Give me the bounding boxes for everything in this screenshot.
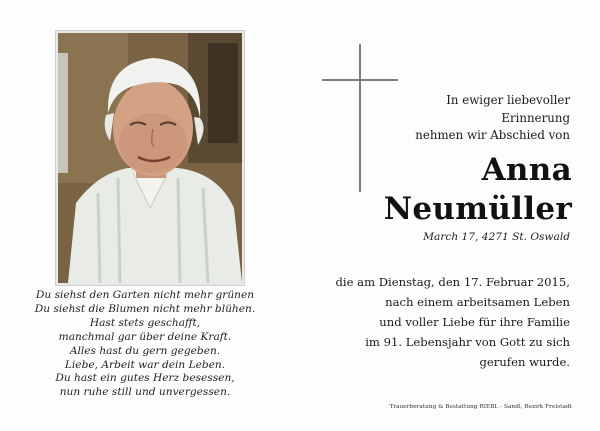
poem-line: Du hast ein gutes Herz besessen,	[55, 372, 235, 385]
death-details	[310, 272, 570, 372]
intro-text	[350, 92, 570, 145]
funeral-home-footer: Trauerberatung & Bestattung RIEBL - Sandl, Bezirk Freistadt	[389, 404, 572, 410]
deceased-last-name: Neumüller	[383, 191, 572, 227]
poem-line: Hast stets geschafft,	[89, 316, 201, 329]
poem-line: Du siehst den Garten nicht mehr grünen	[35, 289, 255, 301]
poem-line: nun ruhe still und unvergessen.	[59, 386, 231, 399]
details-line: im 91. Lebensjahr von Gott zu sich	[365, 335, 570, 349]
poem	[20, 289, 270, 400]
portrait-photo	[56, 31, 244, 285]
intro-line: In ewiger liebevoller	[446, 93, 570, 107]
details-line: und voller Liebe für ihre Familie	[379, 315, 570, 329]
details-line: nach einem arbeitsamen Leben	[385, 295, 570, 309]
intro-line: Erinnerung	[501, 110, 570, 125]
intro-line: nehmen wir Abschied von	[415, 128, 570, 143]
birth-info: March 17, 4271 St. Oswald	[423, 231, 570, 243]
details-line: die am Dienstag, den 17. Februar 2015,	[335, 275, 570, 289]
details-line: gerufen wurde.	[479, 355, 570, 369]
portrait-image	[58, 33, 242, 283]
poem-line: Alles hast du gern gegeben.	[69, 344, 221, 357]
poem-line: Liebe, Arbeit war dein Leben.	[64, 358, 226, 371]
deceased-first-name: Anna	[481, 152, 572, 188]
poem-line: manchmal gar über deine Kraft.	[58, 330, 232, 343]
poem-line: Du siehst die Blumen nicht mehr blühen.	[34, 302, 256, 315]
